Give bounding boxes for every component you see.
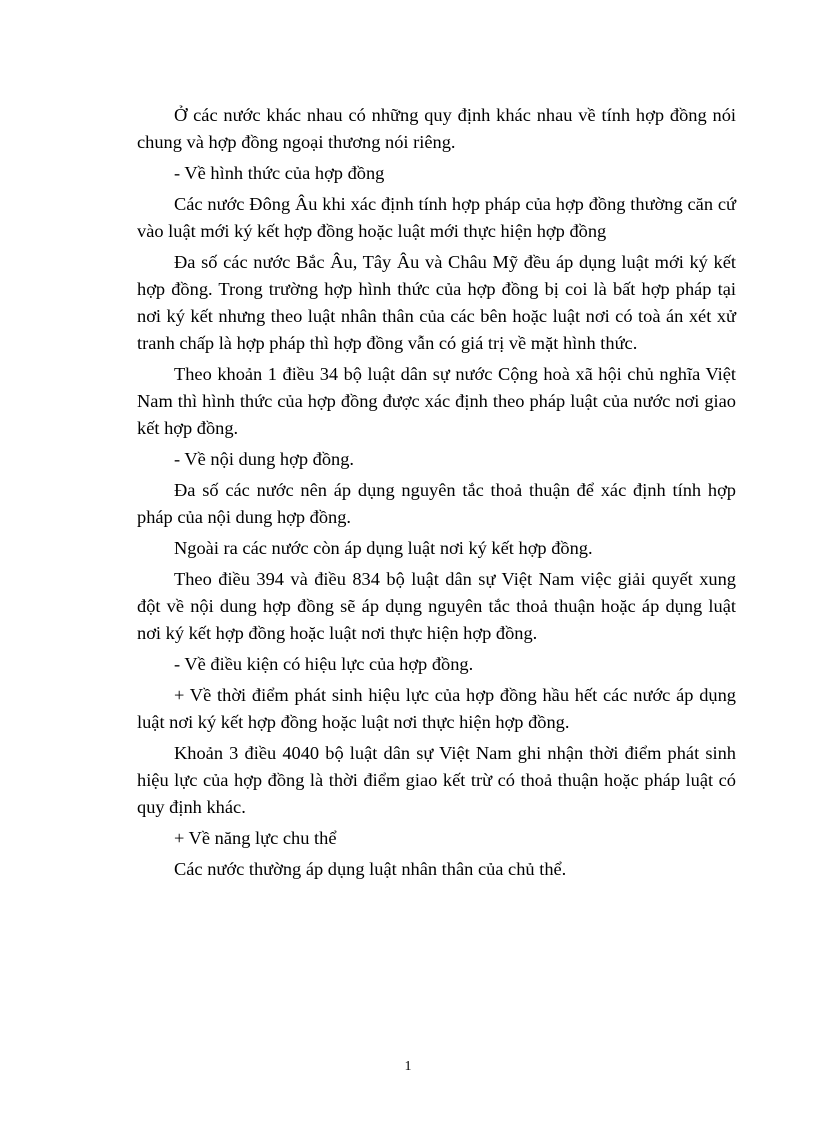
page-number: 1 bbox=[404, 1059, 412, 1074]
paragraph: Theo điều 394 và điều 834 bộ luật dân sự Việt Nam việc giải quyết xung đột về nội dung hợp đồng sẽ áp dụng nguyên tắc thoả thuận hoặc áp dụng luật nơi ký kết hợp đồng hoặc luật nơi thực hiện hợp đồng. bbox=[137, 569, 736, 643]
section-heading-content: - Về nội dung hợp đồng. bbox=[174, 449, 354, 469]
paragraph: Các nước Đông Âu khi xác định tính hợp pháp của hợp đồng thường căn cứ vào luật mới ký kết hợp đồng hoặc luật mới thực hiện hợp đồng bbox=[137, 194, 736, 241]
paragraph: Ngoài ra các nước còn áp dụng luật nơi ký kết hợp đồng. bbox=[174, 538, 593, 558]
paragraph: Theo khoản 1 điều 34 bộ luật dân sự nước Cộng hoà xã hội chủ nghĩa Việt Nam thì hình thức của hợp đồng được xác định theo pháp luật của nước nơi giao kết hợp đồng. bbox=[137, 364, 736, 438]
subsection-heading-capacity: + Về năng lực chu thể bbox=[174, 828, 337, 848]
section-heading-validity: - Về điều kiện có hiệu lực của hợp đồng. bbox=[174, 654, 474, 674]
paragraph: Các nước thường áp dụng luật nhân thân của chủ thể. bbox=[174, 859, 567, 879]
paragraph: Khoản 3 điều 4040 bộ luật dân sự Việt Nam ghi nhận thời điểm phát sinh hiệu lực của hợp đồng là thời điểm giao kết trừ có thoả thuận hoặc pháp luật có quy định khác. bbox=[137, 743, 736, 817]
document-body bbox=[137, 102, 736, 887]
paragraph: Đa số các nước nên áp dụng nguyên tắc thoả thuận để xác định tính hợp pháp của nội dung hợp đồng. bbox=[137, 480, 736, 527]
paragraph: + Về thời điểm phát sinh hiệu lực của hợp đồng hầu hết các nước áp dụng luật nơi ký kết hợp đồng hoặc luật nơi thực hiện hợp đồng. bbox=[137, 685, 736, 732]
paragraph: Đa số các nước Bắc Âu, Tây Âu và Châu Mỹ đều áp dụng luật mới ký kết hợp đồng. Trong trường hợp hình thức của hợp đồng bị coi là bất hợp pháp tại nơi ký kết nhưng theo luật nhân thân của các bên hoặc luật nơi có toà án xét xử tranh chấp là hợp pháp thì hợp đồng vẫn có giá trị về mặt hình thức. bbox=[137, 252, 736, 353]
paragraph: Ở các nước khác nhau có những quy định khác nhau về tính hợp đồng nói chung và hợp đồng ngoại thương nói riêng. bbox=[137, 105, 736, 152]
section-heading-form: - Về hình thức của hợp đồng bbox=[174, 163, 385, 183]
